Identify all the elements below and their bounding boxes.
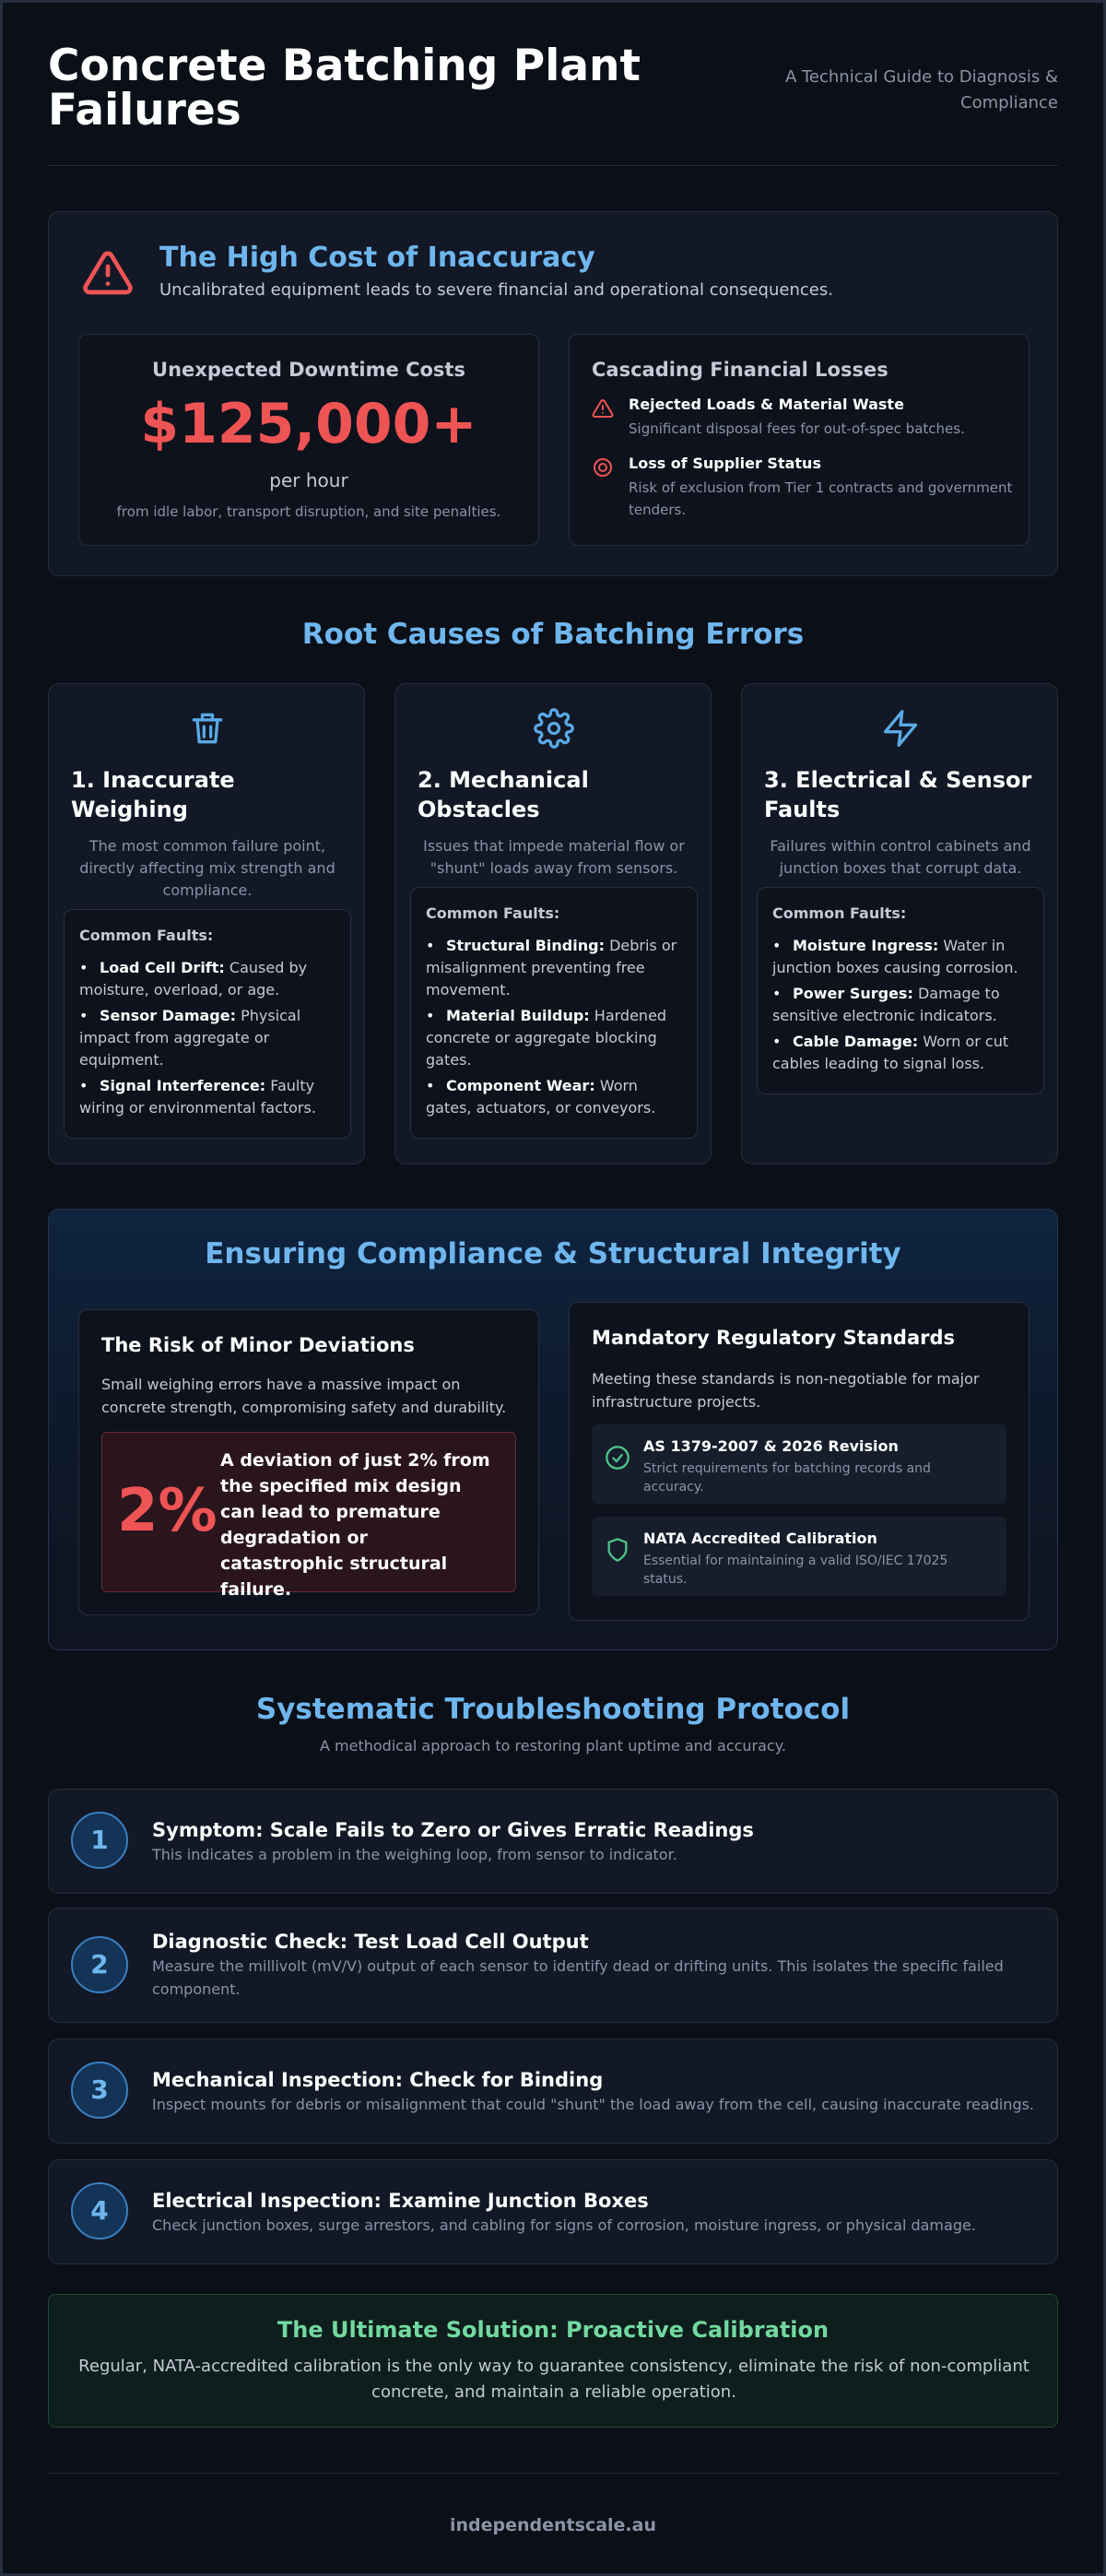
target-icon bbox=[592, 456, 614, 479]
step-desc: Check junction boxes, surge arrestors, and cabling for signs of corrosion, moisture ingress, or physical damage. bbox=[152, 2216, 976, 2234]
loss-item-title: Loss of Supplier Status bbox=[629, 455, 821, 472]
step-desc: This indicates a problem in the weighing loop, from sensor to indicator. bbox=[152, 1846, 677, 1863]
step-number: 3 bbox=[71, 2062, 128, 2119]
fault-item: • Signal Interference: Faulty wiring or environmental factors. bbox=[79, 1077, 316, 1117]
deviation-percent: 2% bbox=[117, 1477, 218, 1545]
fault-text: Damage to sensitive electronic indicators. bbox=[772, 985, 1000, 1024]
check-circle-icon bbox=[605, 1445, 630, 1471]
step-desc: Inspect mounts for debris or misalignment that could "shunt" the load away from the cell, causing inaccurate readings. bbox=[152, 2096, 1035, 2113]
root-cause-card bbox=[394, 683, 712, 1164]
cost-lead: Uncalibrated equipment leads to severe financial and operational consequences. bbox=[159, 280, 833, 300]
gear-icon bbox=[534, 708, 574, 749]
fault-text: Worn or cut cables leading to signal loss. bbox=[772, 1033, 1009, 1072]
fault-item: • Sensor Damage: Physical impact from aggregate or equipment. bbox=[79, 1007, 301, 1069]
downtime-note: from idle labor, transport disruption, and site penalties. bbox=[116, 503, 501, 520]
common-faults-label: Common Faults: bbox=[79, 927, 214, 944]
root-cause-title: 2. Mechanical Obstacles bbox=[418, 767, 589, 822]
standard-title: NATA Accredited Calibration bbox=[643, 1530, 877, 1547]
warning-triangle-icon bbox=[82, 247, 134, 299]
common-faults-label: Common Faults: bbox=[772, 904, 907, 922]
fault-text: Physical impact from aggregate or equipment. bbox=[79, 1007, 301, 1069]
fault-item: • Moisture Ingress: Water in junction boxes causing corrosion. bbox=[772, 937, 1018, 976]
protocol-title: Systematic Troubleshooting Protocol bbox=[255, 1693, 851, 1726]
solution-title: The Ultimate Solution: Proactive Calibration bbox=[276, 2317, 830, 2343]
fault-item: • Material Buildup: Hardened concrete or aggregate blocking gates. bbox=[426, 1007, 667, 1069]
risk-desc: Small weighing errors have a massive impact on concrete strength, compromising safety and durability. bbox=[101, 1376, 507, 1416]
bucket-icon bbox=[187, 708, 228, 749]
shield-icon bbox=[605, 1537, 630, 1563]
compliance-title: Ensuring Compliance & Structural Integrity bbox=[205, 1237, 901, 1270]
cascading-title: Cascading Financial Losses bbox=[592, 359, 888, 381]
fault-term: Structural Binding: bbox=[446, 937, 605, 954]
warning-triangle-icon bbox=[592, 397, 614, 419]
downtime-unit: per hour bbox=[269, 469, 348, 491]
risk-card bbox=[78, 1309, 539, 1615]
deviation-message: A deviation of just 2% from the specified mix design can lead to premature degradation or catastrophic structural failure. bbox=[220, 1450, 490, 1600]
cost-section bbox=[48, 211, 1058, 576]
fault-term: Power Surges: bbox=[793, 985, 913, 1002]
step-desc: Measure the millivolt (mV/V) output of each sensor to identify dead or drifting units. This isolates the specific failed component. bbox=[152, 1957, 1004, 1998]
fault-term: Cable Damage: bbox=[793, 1033, 919, 1050]
loss-item-desc: Significant disposal fees for out-of-spec batches. bbox=[629, 420, 965, 437]
solution-callout bbox=[48, 2294, 1058, 2428]
root-cause-title: 3. Electrical & Sensor Faults bbox=[764, 767, 1032, 822]
protocol-subtitle: A methodical approach to restoring plant uptime and accuracy. bbox=[320, 1737, 786, 1755]
step-title: Mechanical Inspection: Check for Binding bbox=[152, 2069, 604, 2091]
root-causes-title: Root Causes of Batching Errors bbox=[301, 618, 805, 651]
step-title: Electrical Inspection: Examine Junction Boxes bbox=[152, 2190, 649, 2212]
standard-desc: Strict requirements for batching records and accuracy. bbox=[643, 1461, 931, 1495]
fault-text: Hardened concrete or aggregate blocking gates. bbox=[426, 1007, 667, 1069]
step-number: 1 bbox=[71, 1812, 128, 1869]
root-cause-card bbox=[48, 683, 365, 1164]
standards-card bbox=[569, 1302, 1030, 1621]
page-header bbox=[48, 41, 1058, 166]
fault-item: • Cable Damage: Worn or cut cables leading to signal loss. bbox=[772, 1033, 1009, 1072]
fault-text: Water in junction boxes causing corrosion. bbox=[772, 937, 1018, 976]
protocol-step bbox=[48, 2038, 1058, 2144]
standard-item bbox=[592, 1517, 1006, 1596]
root-cause-desc: The most common failure point, directly affecting mix strength and compliance. bbox=[79, 837, 335, 899]
fault-item: • Load Cell Drift: Caused by moisture, overload, or age. bbox=[79, 959, 308, 998]
fault-item: • Structural Binding: Debris or misalignment preventing free movement. bbox=[426, 937, 677, 998]
root-cause-title: 1. Inaccurate Weighing bbox=[71, 767, 235, 822]
fault-text: Faulty wiring or environmental factors. bbox=[79, 1077, 316, 1117]
cascading-losses-card bbox=[569, 334, 1030, 546]
fault-term: Signal Interference: bbox=[100, 1077, 266, 1094]
downtime-card bbox=[78, 334, 539, 546]
fault-term: Load Cell Drift: bbox=[100, 959, 225, 976]
standard-item bbox=[592, 1424, 1006, 1504]
fault-item: • Component Wear: Worn gates, actuators, or conveyors. bbox=[426, 1077, 656, 1117]
common-faults-box bbox=[410, 887, 698, 1139]
standards-desc: Meeting these standards is non-negotiable for major infrastructure projects. bbox=[592, 1370, 980, 1411]
loss-item-desc: Risk of exclusion from Tier 1 contracts and government tenders. bbox=[629, 479, 1013, 518]
step-title: Symptom: Scale Fails to Zero or Gives Erratic Readings bbox=[152, 1819, 754, 1841]
step-number: 4 bbox=[71, 2182, 128, 2239]
downtime-amount: $125,000+ bbox=[140, 392, 477, 456]
common-faults-box bbox=[757, 887, 1044, 1094]
step-title: Diagnostic Check: Test Load Cell Output bbox=[152, 1931, 589, 1953]
fault-item: • Power Surges: Damage to sensitive electronic indicators. bbox=[772, 985, 1000, 1024]
fault-term: Component Wear: bbox=[446, 1077, 595, 1094]
fault-text: Debris or misalignment preventing free movement. bbox=[426, 937, 677, 998]
standards-title: Mandatory Regulatory Standards bbox=[592, 1327, 956, 1349]
root-cause-desc: Issues that impede material flow or "shunt" loads away from sensors. bbox=[423, 837, 685, 877]
fault-text: Worn gates, actuators, or conveyors. bbox=[426, 1077, 656, 1117]
page-subtitle: A Technical Guide to Diagnosis & Compliance bbox=[784, 67, 1058, 112]
fault-term: Material Buildup: bbox=[446, 1007, 590, 1024]
standard-title: AS 1379-2007 & 2026 Revision bbox=[643, 1437, 899, 1455]
footer-site-link[interactable]: independentscale.au bbox=[450, 2515, 656, 2535]
protocol-step bbox=[48, 2159, 1058, 2264]
compliance-section bbox=[48, 1209, 1058, 1650]
step-number: 2 bbox=[71, 1936, 128, 1993]
protocol-step bbox=[48, 1908, 1058, 2023]
common-faults-box bbox=[64, 909, 351, 1139]
protocol-step bbox=[48, 1789, 1058, 1894]
loss-item-title: Rejected Loads & Material Waste bbox=[629, 396, 904, 413]
root-cause-desc: Failures within control cabinets and junction boxes that corrupt data. bbox=[770, 837, 1031, 877]
root-cause-card bbox=[741, 683, 1058, 1164]
fault-term: Sensor Damage: bbox=[100, 1007, 236, 1024]
risk-title: The Risk of Minor Deviations bbox=[101, 1334, 415, 1356]
footer-divider bbox=[48, 2473, 1058, 2474]
cost-title: The High Cost of Inaccuracy bbox=[159, 242, 595, 274]
page-title: Concrete Batching Plant Failures bbox=[48, 41, 641, 136]
solution-desc: Regular, NATA-accredited calibration is the only way to guarantee consistency, eliminate the risk of non-compliant concrete, and maintain a reliable operation. bbox=[78, 2357, 1030, 2402]
common-faults-label: Common Faults: bbox=[426, 904, 560, 922]
deviation-callout bbox=[101, 1432, 516, 1600]
fault-term: Moisture Ingress: bbox=[793, 937, 939, 954]
downtime-title: Unexpected Downtime Costs bbox=[152, 359, 465, 381]
lightning-icon bbox=[880, 708, 921, 749]
standard-desc: Essential for maintaining a valid ISO/IEC 17025 status. bbox=[643, 1554, 948, 1587]
fault-text: Caused by moisture, overload, or age. bbox=[79, 959, 308, 998]
